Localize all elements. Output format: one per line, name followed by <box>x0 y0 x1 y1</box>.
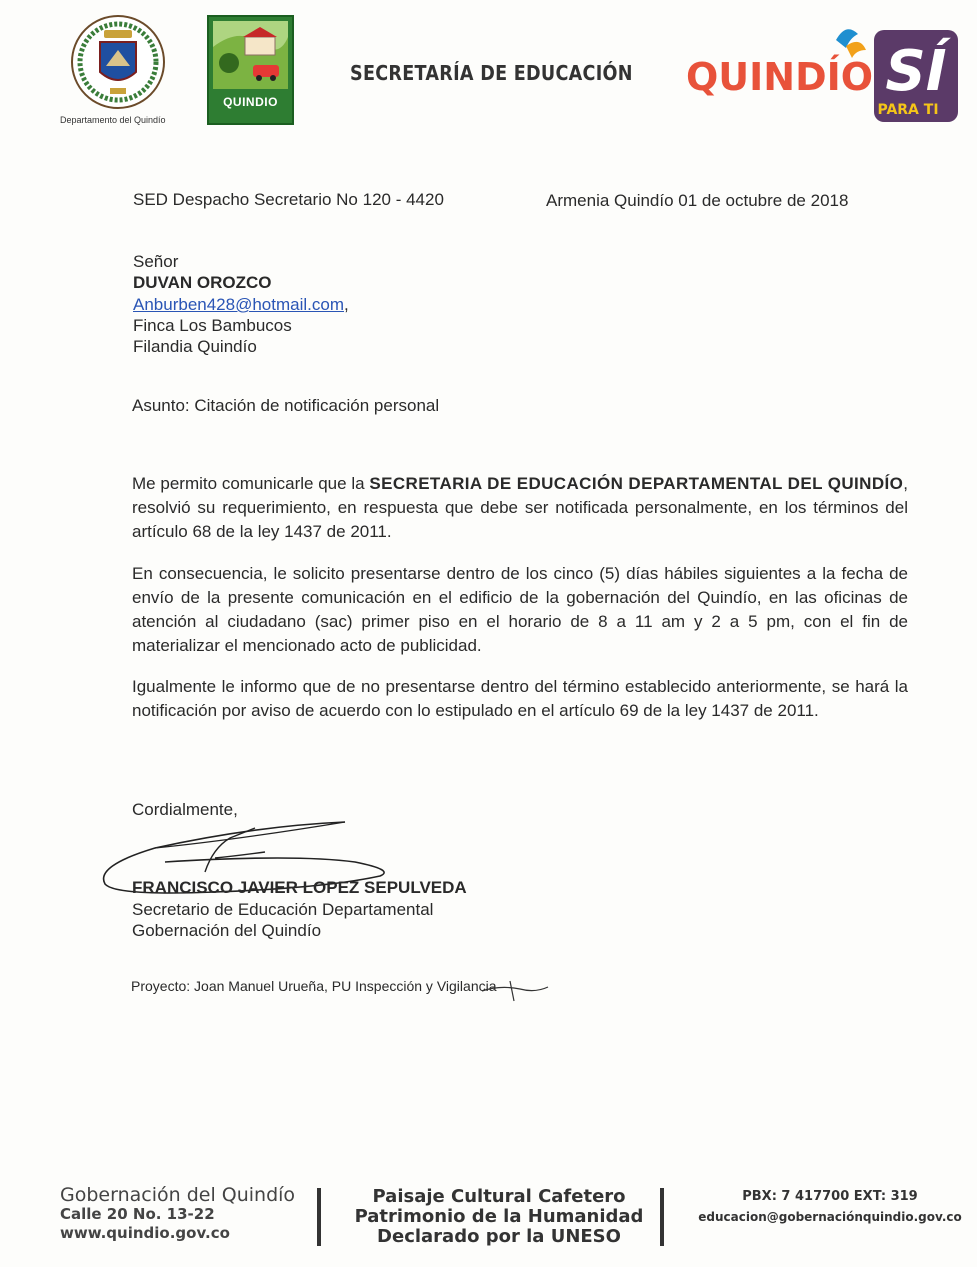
footer-email[interactable]: educacion@gobernaciónquindio.gov.co <box>698 1210 962 1224</box>
footer-heritage-line-1: Paisaje Cultural Cafetero <box>372 1186 626 1207</box>
reference-number: SED Despacho Secretario No 120 - 4420 <box>133 190 444 209</box>
signer-title: Secretario de Educación Departamental <box>132 900 434 919</box>
secretaria-title: SECRETARÍA DE EDUCACIÓN <box>350 61 633 85</box>
recipient-name: DUVAN OROZCO <box>133 273 272 292</box>
paragraph-2: En consecuencia, le solicito presentarse dentro de los cinco (5) días hábiles siguientes a la fecha de envío de la presente comunicación en el edificio de la gobernación del Quindío, en las oficinas de atención al ciudadano (sac) primer piso en el horario de 8 a 11 am y 2 a 5 pm, con el fin de materializar el mencionado acto de publicidad. <box>132 564 908 655</box>
brand-tagline: PARA TI <box>877 102 939 118</box>
quindio-landscape-logo <box>207 15 294 125</box>
department-seal <box>70 14 166 110</box>
address-line-1: Finca Los Bambucos <box>133 316 292 335</box>
closing: Cordialmente, <box>132 800 238 819</box>
recipient-email-link[interactable]: Anburben428@hotmail.com <box>133 295 344 314</box>
footer-gov-web[interactable]: www.quindio.gov.co <box>60 1224 230 1242</box>
brand-si: SÍ <box>885 39 947 104</box>
initials-scribble <box>480 975 550 1005</box>
logo-word: QUINDIO <box>223 95 278 109</box>
place-date: Armenia Quindío 01 de octubre de 2018 <box>546 191 849 210</box>
department-caption: Departamento del Quindío <box>60 115 166 125</box>
paragraph-1-start: Me permito comunicarle que la <box>132 474 370 493</box>
footer-divider-2 <box>660 1188 664 1246</box>
footer-gov-address: Calle 20 No. 13-22 <box>60 1205 215 1223</box>
project-line: Proyecto: Joan Manuel Urueña, PU Inspección y Vigilancia <box>131 978 497 994</box>
paragraph-1 <box>132 472 908 544</box>
footer-heritage-line-3: Declarado por la UNESO <box>377 1226 621 1247</box>
brand-word: QUINDÍO <box>686 55 874 99</box>
footer-gov-name: Gobernación del Quindío <box>60 1184 296 1206</box>
signer-organization: Gobernación del Quindío <box>132 921 322 940</box>
footer-heritage-line-2: Patrimonio de la Humanidad <box>354 1206 644 1227</box>
address-line-2: Filandia Quindío <box>133 337 257 356</box>
paragraph-1-end: , resolvió su requerimiento, en respuesta que debe ser notificada personalmente, en los términos del artículo 68 de la ley 1437 de 2011. <box>132 474 908 541</box>
quindio-si-brand-logo <box>686 22 958 126</box>
subject-line: Asunto: Citación de notificación personal <box>132 396 440 415</box>
signer-name: FRANCISCO JAVIER LOPEZ SEPULVEDA <box>132 878 467 897</box>
paragraph-3: Igualmente le informo que de no presentarse dentro del término establecido anteriormente, se hará la notificación por aviso de acuerdo con lo estipulado en el artículo 69 de la ley 1437 de 2011. <box>132 677 908 720</box>
footer-divider-1 <box>317 1188 321 1246</box>
paragraph-1-bold: SECRETARIA DE EDUCACIÓN DEPARTAMENTAL DEL QUINDÍO <box>369 474 904 493</box>
salutation: Señor <box>133 252 179 271</box>
landscape-icon <box>209 17 292 93</box>
footer-pbx: PBX: 7 417700 EXT: 319 <box>742 1189 918 1204</box>
email-comma: , <box>344 295 349 314</box>
recipient-email-line <box>133 295 349 315</box>
